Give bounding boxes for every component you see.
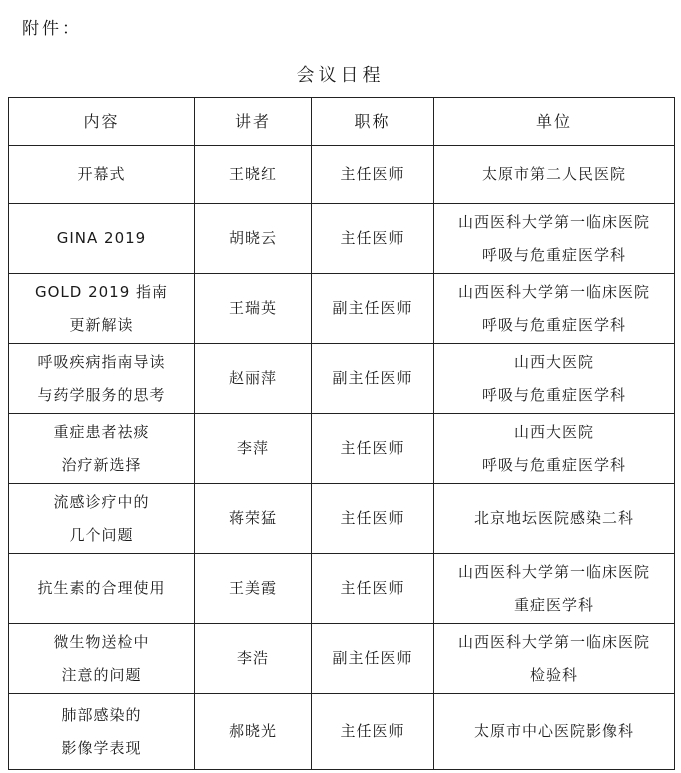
- organization-cell: [434, 274, 675, 344]
- content-cell: [9, 146, 195, 204]
- organization-cell: [434, 344, 675, 414]
- speaker-cell: 王瑞英: [195, 274, 312, 344]
- rank-cell: 主任医师: [312, 146, 434, 204]
- speaker-cell: 郝晓光: [195, 694, 312, 770]
- table-row: [9, 554, 675, 624]
- content-line: 更新解读: [69, 315, 134, 334]
- content-line: GINA 2019: [56, 229, 147, 247]
- organization-line: 太原市中心医院影像科: [473, 722, 634, 740]
- content-line: 与药学服务的思考: [37, 385, 166, 404]
- content-line: 几个问题: [69, 525, 134, 544]
- department-line: 呼吸与危重症医学科: [481, 245, 626, 264]
- organization-cell: [434, 624, 675, 694]
- department-line: 呼吸与危重症医学科: [481, 455, 626, 474]
- rank-cell: 副主任医师: [312, 274, 434, 344]
- organization-line: 太原市第二人民医院: [481, 165, 626, 183]
- content-line: GOLD 2019 指南: [34, 282, 169, 301]
- speaker-cell: 王美霞: [195, 554, 312, 624]
- speaker-cell: 蒋荣猛: [195, 484, 312, 554]
- organization-line: 山西大医院: [513, 352, 594, 371]
- organization-cell: [434, 694, 675, 770]
- schedule-table: [8, 97, 675, 770]
- rank-cell: 主任医师: [312, 484, 434, 554]
- organization-cell: [434, 554, 675, 624]
- content-line: 治疗新选择: [61, 455, 142, 474]
- table-row: [9, 344, 675, 414]
- content-line: 肺部感染的: [61, 705, 142, 724]
- department-line: 呼吸与危重症医学科: [481, 315, 626, 334]
- organization-line: 山西医科大学第一临床医院: [457, 562, 650, 581]
- content-line: 呼吸疾病指南导读: [37, 352, 166, 371]
- rank-cell: 主任医师: [312, 554, 434, 624]
- column-header-title: 职称: [312, 98, 434, 146]
- attachment-label: 附件：: [22, 19, 82, 39]
- table-row: [9, 274, 675, 344]
- speaker-cell: 王晓红: [195, 146, 312, 204]
- table-row: [9, 414, 675, 484]
- rank-cell: 主任医师: [312, 414, 434, 484]
- column-header-content: 内容: [9, 98, 195, 146]
- content-line: 微生物送检中: [53, 632, 150, 651]
- organization-line: 山西医科大学第一临床医院: [457, 282, 650, 301]
- speaker-cell: 李萍: [195, 414, 312, 484]
- column-header-speaker: 讲者: [195, 98, 312, 146]
- content-cell: [9, 694, 195, 770]
- speaker-cell: 李浩: [195, 624, 312, 694]
- rank-cell: 主任医师: [312, 694, 434, 770]
- content-cell: [9, 274, 195, 344]
- rank-cell: 主任医师: [312, 204, 434, 274]
- organization-line: 山西医科大学第一临床医院: [457, 212, 650, 231]
- speaker-cell: 胡晓云: [195, 204, 312, 274]
- organization-cell: [434, 414, 675, 484]
- department-line: 重症医学科: [513, 595, 594, 614]
- content-cell: [9, 414, 195, 484]
- table-header-row: [9, 98, 675, 146]
- content-line: 重症患者祛痰: [53, 422, 150, 441]
- content-cell: [9, 484, 195, 554]
- table-row: [9, 204, 675, 274]
- content-cell: [9, 204, 195, 274]
- speaker-cell: 赵丽萍: [195, 344, 312, 414]
- content-line: 注意的问题: [61, 665, 142, 684]
- table-row: [9, 146, 675, 204]
- table-row: [9, 484, 675, 554]
- organization-line: 北京地坛医院感染二科: [473, 509, 634, 527]
- table-row: [9, 624, 675, 694]
- content-line: 影像学表现: [61, 738, 142, 757]
- rank-cell: 副主任医师: [312, 624, 434, 694]
- organization-cell: [434, 204, 675, 274]
- column-header-organization: 单位: [434, 98, 675, 146]
- content-line: 抗生素的合理使用: [37, 579, 166, 597]
- department-line: 呼吸与危重症医学科: [481, 385, 626, 404]
- organization-cell: [434, 484, 675, 554]
- content-cell: [9, 554, 195, 624]
- content-cell: [9, 344, 195, 414]
- content-line: 开幕式: [77, 165, 126, 183]
- page-title: 会议日程: [296, 65, 385, 86]
- organization-line: 山西医科大学第一临床医院: [457, 632, 650, 651]
- organization-cell: [434, 146, 675, 204]
- content-cell: [9, 624, 195, 694]
- organization-line: 山西大医院: [513, 422, 594, 441]
- table-row: [9, 694, 675, 770]
- content-line: 流感诊疗中的: [53, 492, 150, 511]
- department-line: 检验科: [529, 665, 578, 684]
- rank-cell: 副主任医师: [312, 344, 434, 414]
